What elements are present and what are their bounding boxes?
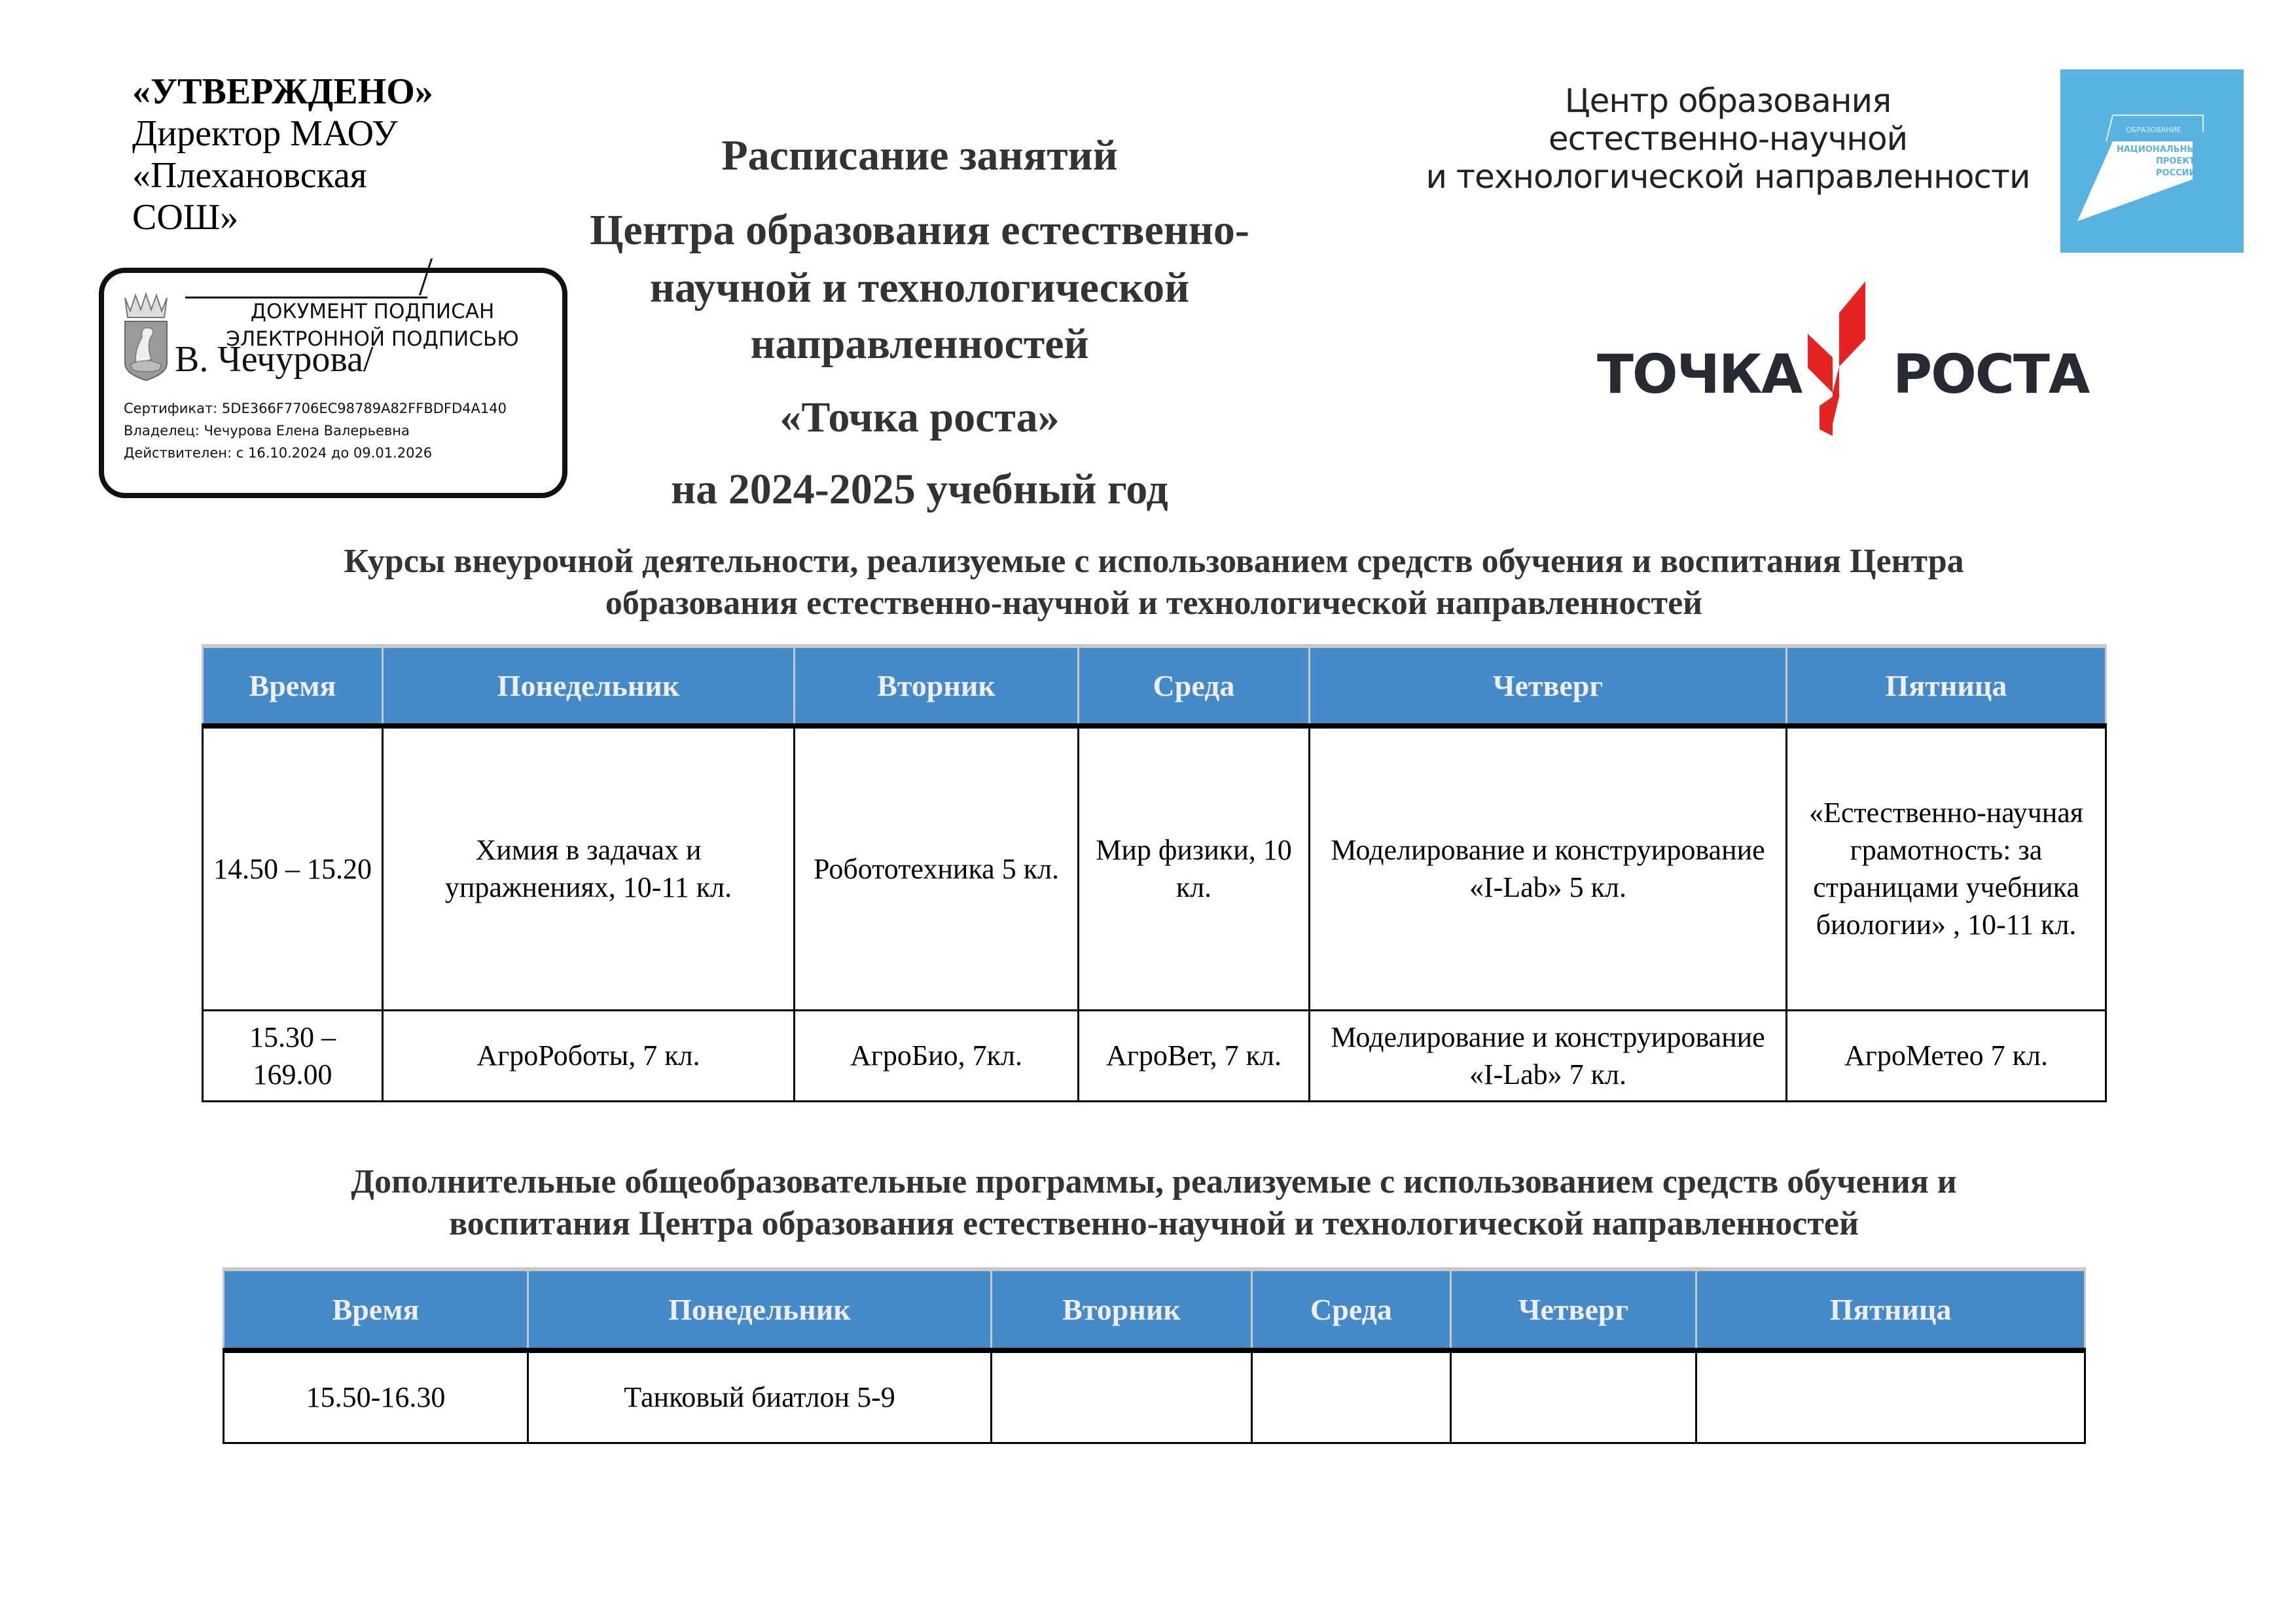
center-logo-line: Центр образования xyxy=(1564,82,1892,120)
schedule-cell: Моделирование и конструирование «I-Lab» 7 кл. xyxy=(1310,1010,1787,1101)
coat-of-arms-icon xyxy=(121,291,171,383)
schedule-cell xyxy=(992,1350,1252,1443)
approval-line: Директор МАОУ xyxy=(132,113,398,154)
schedule-cell: Моделирование и конструирование «I-Lab» 5 кл. xyxy=(1310,726,1787,1010)
title-line: Центра образования естественно- xyxy=(590,206,1249,254)
certificate-number: Сертификат: 5DE366F7706EC98789A82FFBDFD4A140 xyxy=(124,401,507,416)
extracurricular-schedule-table xyxy=(202,644,2107,1102)
center-logo-line: и технологической направленности xyxy=(1426,158,2030,196)
np-logo-line: ОБРАЗОВАНИЕ xyxy=(2126,126,2181,134)
section2-heading-line: Дополнительные общеобразовательные программы, реализуемые с использованием средств обучения и xyxy=(351,1163,1957,1200)
table-header-row xyxy=(224,1269,2085,1350)
column-header-friday: Пятница xyxy=(1696,1269,2085,1350)
column-header-time: Время xyxy=(203,646,383,726)
np-logo-line: РОССИИ xyxy=(2156,168,2197,178)
national-projects-logo xyxy=(2060,69,2244,253)
column-header-monday: Понедельник xyxy=(528,1269,992,1350)
np-logo-line: НАЦИОНАЛЬНЫЕ xyxy=(2117,145,2202,154)
approval-line: СОШ» xyxy=(132,197,239,238)
column-header-friday: Пятница xyxy=(1787,646,2106,726)
column-header-thursday: Четверг xyxy=(1310,646,1787,726)
schedule-cell: АгроВет, 7 кл. xyxy=(1079,1010,1310,1101)
signer-name: В. Чечурова/ xyxy=(175,339,374,380)
table-header-row xyxy=(203,646,2106,726)
np-logo-line: ПРОЕКТЫ xyxy=(2156,156,2204,166)
schedule-cell: Мир физики, 10 кл. xyxy=(1079,726,1310,1010)
table-row xyxy=(224,1350,2085,1443)
rosta-word: РОСТА xyxy=(1893,344,2089,406)
table-row xyxy=(203,726,2106,1010)
schedule-cell: «Естественно-научная грамотность: за страницами учебника биологии» , 10-11 кл. xyxy=(1787,726,2106,1010)
schedule-cell xyxy=(1252,1350,1451,1443)
title-line: «Точка роста» xyxy=(780,393,1060,441)
time-cell: 14.50 – 15.20 xyxy=(203,726,383,1010)
schedule-cell xyxy=(1451,1350,1696,1443)
center-logo-text xyxy=(1401,82,2055,196)
section2-heading xyxy=(172,1161,2136,1245)
schedule-cell: Танковый биатлон 5-9 xyxy=(528,1350,992,1443)
section1-heading-line: Курсы внеурочной деятельности, реализуемые с использованием средств обучения и воспитания Центра xyxy=(344,543,1964,580)
section1-heading xyxy=(172,541,2136,624)
title-line: направленностей xyxy=(750,320,1089,368)
schedule-cell: АгроБио, 7кл. xyxy=(795,1010,1079,1101)
table-row xyxy=(203,1010,2106,1101)
sprout-icon xyxy=(1805,281,1877,445)
column-header-thursday: Четверг xyxy=(1451,1269,1696,1350)
tochka-rosta-logo xyxy=(1597,275,2089,445)
title-line: на 2024-2025 учебный год xyxy=(671,465,1168,513)
certificate-info xyxy=(124,397,507,464)
approval-heading: «УТВЕРЖДЕНО» xyxy=(132,71,433,112)
tochka-word: ТОЧКА xyxy=(1597,344,1802,406)
signed-label-line1: ДОКУМЕНТ ПОДПИСАН xyxy=(250,300,495,323)
column-header-wednesday: Среда xyxy=(1252,1269,1451,1350)
time-cell: 15.30 – 169.00 xyxy=(203,1010,383,1101)
title-line: научной и технологической xyxy=(649,264,1190,312)
section2-heading-line: воспитания Центра образования естественно-научной и технологической направленностей xyxy=(449,1205,1859,1242)
schedule-cell: Химия в задачах и упражнениях, 10-11 кл. xyxy=(383,726,795,1010)
schedule-cell: АгроМетео 7 кл. xyxy=(1787,1010,2106,1101)
section1-heading-line: образования естественно-научной и технологической направленностей xyxy=(605,585,1703,622)
additional-programs-table xyxy=(223,1267,2086,1444)
column-header-tuesday: Вторник xyxy=(795,646,1079,726)
certificate-owner: Владелец: Чечурова Елена Валерьевна xyxy=(124,423,410,439)
title-line: Расписание занятий xyxy=(721,132,1118,179)
time-cell: 15.50-16.30 xyxy=(224,1350,528,1443)
national-projects-icon xyxy=(2060,69,2244,253)
column-header-wednesday: Среда xyxy=(1079,646,1310,726)
signed-label-line2: ЭЛЕКТРОННОЙ ПОДПИСЬЮ xyxy=(226,327,519,351)
schedule-cell: Робототехника 5 кл. xyxy=(795,726,1079,1010)
column-header-time: Время xyxy=(224,1269,528,1350)
approval-line: «Плехановская xyxy=(132,155,367,196)
approval-block xyxy=(132,71,499,238)
center-logo-line: естественно-научной xyxy=(1548,120,1908,158)
signature-slash xyxy=(419,259,433,295)
column-header-monday: Понедельник xyxy=(383,646,795,726)
certificate-validity: Действителен: с 16.10.2024 до 09.01.2026 xyxy=(124,445,433,461)
schedule-cell xyxy=(1696,1350,2085,1443)
column-header-tuesday: Вторник xyxy=(992,1269,1252,1350)
electronic-signature-stamp xyxy=(99,268,567,498)
schedule-cell: АгроРоботы, 7 кл. xyxy=(383,1010,795,1101)
